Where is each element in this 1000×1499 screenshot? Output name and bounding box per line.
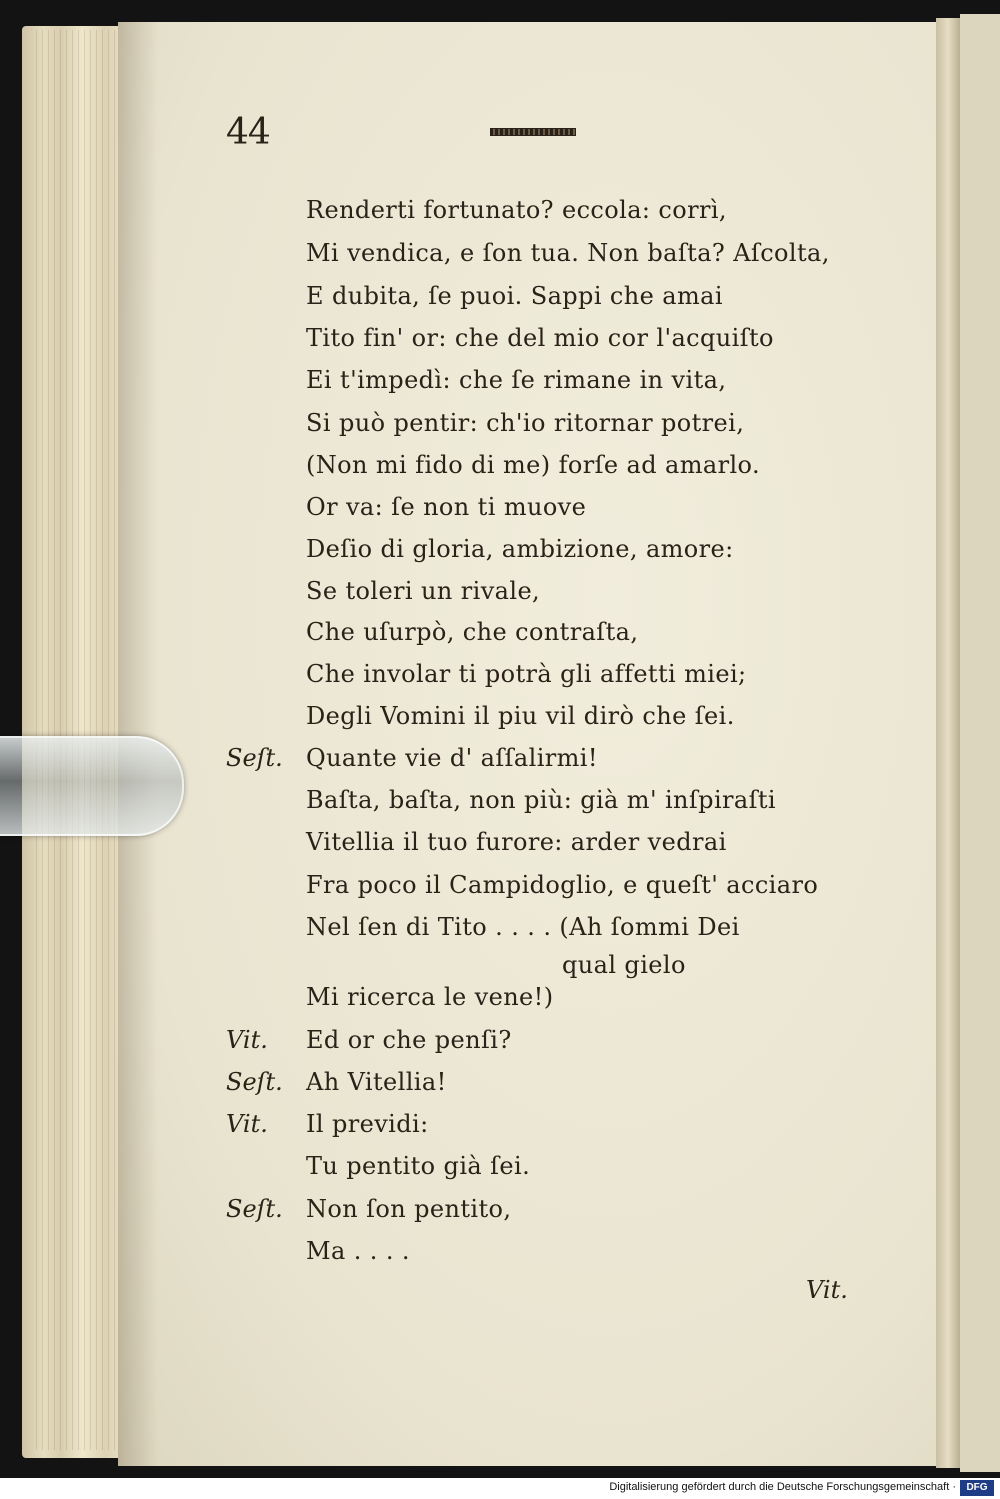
dfg-logo-icon: DFG xyxy=(960,1480,994,1496)
verse-line: Mi vendica, e ſon tua. Non baſta? Aſcolta, xyxy=(306,239,830,267)
speaker-label: Vit. xyxy=(226,1110,268,1138)
speaker-label: Vit. xyxy=(226,1026,268,1054)
speaker-label: Seſt. xyxy=(226,1195,283,1223)
verse-line: Che uſurpò, che contraſta, xyxy=(306,618,639,646)
verse-line: E dubita, ſe puoi. Sappi che amai xyxy=(306,282,723,310)
verse-line: Nel ſen di Tito . . . . (Ah ſommi Dei xyxy=(306,913,740,941)
verse-line: Tito fin' or: che del mio cor l'acquiſto xyxy=(306,324,774,352)
verse-line: Ma . . . . xyxy=(306,1237,410,1265)
verse-line: Degli Vomini il piu vil dirò che ſei. xyxy=(306,702,735,730)
verse-line: Che involar ti potrà gli affetti miei; xyxy=(306,660,747,688)
next-page-edge xyxy=(960,14,1000,1472)
verse-line: Baſta, baſta, non più: già m' inſpiraſti xyxy=(306,786,777,814)
verse-line: Non ſon pentito, xyxy=(306,1195,512,1223)
verse-line: qual gielo xyxy=(562,951,686,979)
verse-line: Fra poco il Campidoglio, e queſt' acciaro xyxy=(306,871,819,899)
footer-bar xyxy=(0,1478,1000,1499)
verse-line: Or va: ſe non ti muove xyxy=(306,493,587,521)
verse-line: Quante vie d' aſſalirmi! xyxy=(306,744,598,772)
glass-page-holder xyxy=(0,736,184,836)
header-ornament xyxy=(490,128,576,136)
speaker-label: Seſt. xyxy=(226,744,283,772)
verse-line: Ah Vitellia! xyxy=(306,1068,447,1096)
verse-line: Si può pentir: ch'io ritornar potrei, xyxy=(306,409,745,437)
verse-line: Ed or che penſi? xyxy=(306,1026,512,1054)
verse-line: Tu pentito già ſei. xyxy=(306,1152,531,1180)
verse-line: Vitellia il tuo furore: arder vedrai xyxy=(306,828,727,856)
verse-line: Mi ricerca le vene!) xyxy=(306,983,554,1011)
verse-line: Il previdi: xyxy=(306,1110,429,1138)
book-fold xyxy=(936,18,960,1468)
speaker-label: Seſt. xyxy=(226,1068,283,1096)
catchword: Vit. xyxy=(806,1276,848,1304)
page-number: 44 xyxy=(226,112,270,153)
verse-line: Deſio di gloria, ambizione, amore: xyxy=(306,535,734,563)
verse-line: (Non mi fido di me) forſe ad amarlo. xyxy=(306,451,760,479)
verse-line: Renderti fortunato? eccola: corrì, xyxy=(306,196,727,224)
funding-notice: Digitalisierung gefördert durch die Deutsche Forschungsgemeinschaft · xyxy=(609,1481,956,1493)
verse-line: Se toleri un rivale, xyxy=(306,577,541,605)
verse-line: Ei t'impedì: che ſe rimane in vita, xyxy=(306,366,727,394)
